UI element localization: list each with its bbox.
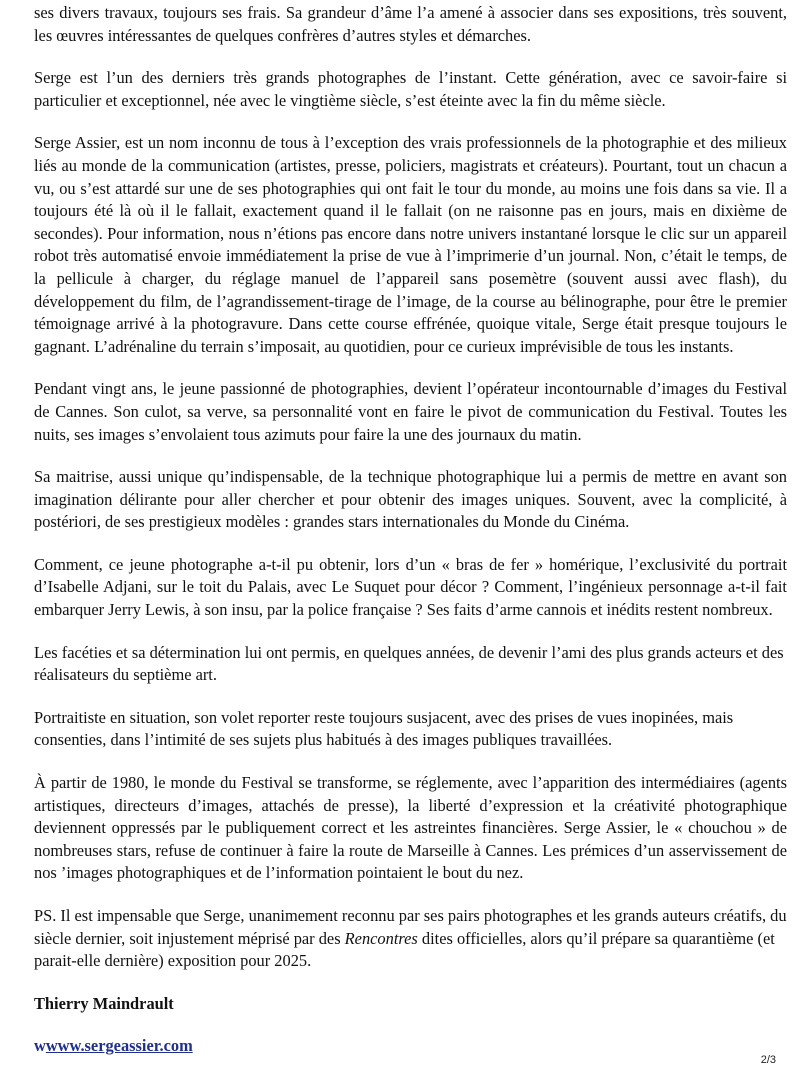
paragraph-6: Comment, ce jeune photographe a-t-il pu obtenir, lors d’un « bras de fer » homérique, l’exclusivité du portrait d’Isabelle Adjani, sur le toit du Palais, avec Le Suquet pour décor ? Comment, l’ingénieux personnage a-t-il fait embarquer Jerry Lewis, à son insu, par la police française ? Ses faits d’arme cannois et inédits restent nombreux. [34, 554, 787, 620]
author-signature: Thierry Maindrault [34, 993, 174, 1013]
paragraph-9: À partir de 1980, le monde du Festival se transforme, se réglemente, avec l’apparition des intermédiaires (agents artistiques, directeurs d’images, attachés de presse), la liberté d’expression et la créativité photographique deviennent oppressés par le publiquement correct et les astreintes financières. Serge Assier, le « chouchou » de nombreuses stars, refuse de continuer à faire la route de Marseille à Cannes. Les prémices d’un asservissement de nos ’images photographiques et de l’information pointaient le bout du nez. [34, 773, 787, 883]
paragraph-7: Les facéties et sa détermination lui ont permis, en quelques années, de devenir l’ami des plus grands acteurs et des réalisateurs du septième art. [34, 642, 784, 685]
paragraph-2: Serge est l’un des derniers très grands photographes de l’instant. Cette génération, avec ce savoir-faire si particulier et exceptionnel, née avec le vingtième siècle, s’est éteinte avec la fin du même siècle. [34, 68, 787, 110]
document-page [34, 2, 787, 1057]
website-line [34, 1035, 787, 1057]
page-number: 2/3 [760, 1054, 776, 1066]
paragraph-8: Portraitiste en situation, son volet reporter reste toujours susjacent, avec des prises de vues inopinées, mais consenties, dans l’intimité de ses sujets plus habitués à des images publiques travaillées. [34, 707, 734, 750]
paragraph-3: Serge Assier, est un nom inconnu de tous à l’exception des vrais professionnels de la photographie et des milieux liés au monde de la communication (artistes, presse, policiers, magistrats et créateurs). Pourtant, tout un chacun a vu, ou s’est attardé sur une de ses photographies qui ont fait le tour du monde, au moins une fois dans sa vie. Il a toujours été là où il le fallait, exactement quand il le fallait (on ne raisonne pas en jours, mais en dixième de secondes). Pour information, nous n’étions pas encore dans notre univers instantané lorsque le clic sur un appareil robot très automatisé envoie immédiatement la prise de vue à l’imprimerie d’un journal. Non, c’était le temps, de la pellicule à charger, du réglage manuel de l’appareil sans posemètre (souvent aussi avec flash), du développement du film, de l’agrandissement-tirage de l’image, de la course au bélinographe, pour être le premier témoignage arrivé à la photogravure. Dans cette course effrénée, quoique vitale, Serge était presque toujours le gagnant. L’adrénaline du terrain s’imposait, au quotidien, pour ce curieux imprévisible de tous les instants. [34, 133, 787, 356]
postscript-italic: Rencontres [344, 928, 418, 948]
website-link[interactable]: www.sergeassier.com [45, 1035, 193, 1055]
postscript-text-end: dites officielles, alors qu’il prépare sa quarantième (et parait-elle dernière) exposition pour 2025. [34, 928, 775, 971]
paragraph-5: Sa maitrise, aussi unique qu’indispensable, de la technique photographique lui a permis de mettre en avant son imagination délirante pour aller chercher et pour obtenir des images uniques. Souvent, avec la complicité, à postériori, de ses prestigieux modèles : grandes stars internationales du Monde du Cinéma. [34, 467, 787, 532]
paragraph-1: ses divers travaux, toujours ses frais. Sa grandeur d’âme l’a amené à associer dans ses expositions, très souvent, les œuvres intéressantes de quelques confrères d’autres styles et démarches. [34, 3, 787, 45]
postscript-text-start: PS. Il est impensable que Serge, unanimement reconnu par ses pairs photographes et les grands auteurs créatifs, du siècle dernier, soit injustement méprisé par des [34, 906, 787, 948]
website-prefix: w [34, 1035, 46, 1055]
paragraph-4: Pendant vingt ans, le jeune passionné de photographies, devient l’opérateur incontournable d’images du Festival de Cannes. Son culot, sa verve, sa personnalité vont en faire le pivot de communication du Festival. Toutes les nuits, ses images s’envolaient tous azimuts pour faire la une des journaux du matin. [34, 379, 787, 444]
postscript-paragraph [34, 905, 787, 973]
